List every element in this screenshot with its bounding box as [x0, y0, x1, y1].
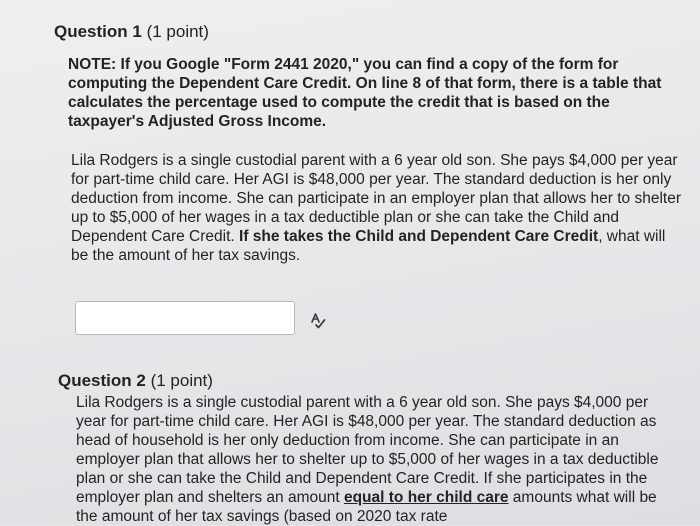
question-1-points: (1 point) — [141, 22, 209, 41]
question-1-note: NOTE: If you Google "Form 2441 2020," you can find a copy of the form for computing the Dependent Care Credit. On line 8 of that form, there is a table that calculates the percentage used to compute the credit that is based on the taxpayer's Adjusted Gross Income. — [68, 56, 662, 130]
question-1-text — [71, 151, 681, 265]
question-2-label: Question 2 — [58, 371, 146, 390]
question-1-label: Question 1 — [54, 22, 142, 41]
question-2-text-underlined: equal to her child care — [343, 489, 509, 506]
question-2-title — [58, 371, 213, 391]
question-1-title — [54, 22, 209, 42]
question-1-answer-input[interactable] — [75, 301, 295, 335]
question-2-points: (1 point) — [145, 371, 213, 390]
question-2-text — [76, 393, 676, 526]
question-2-text-b: amounts what will be the amount of her tax savings (based on 2020 tax rate — [76, 489, 657, 525]
question-1-text-bold: If she takes the Child and Dependent Care Credit — [239, 228, 599, 245]
question-1-text-b: , what will be the amount of her tax savings. — [71, 228, 666, 264]
spell-check-icon[interactable] — [309, 311, 327, 329]
question-1-text-a: Lila Rodgers is a single custodial parent with a 6 year old son. She pays $4,000 per year for part-time child care. Her AGI is $48,000 per year. The standard deduction is her only deduction from income. She can participate in an employer plan that allows her to shelter up to $5,000 of her wages in a tax deductible plan or she can take the Child and Dependent Care Credit. — [71, 152, 682, 245]
question-2-text-a: Lila Rodgers is a single custodial parent with a 6 year old son. She pays $4,000 per year for part-time child care. Her AGI is $48,000 per year. The standard deduction as head of household is her only deduction from income. She can participate in an employer plan that allows her to shelter up to $5,000 of her wages in a tax deductible plan or she can take the Child and Dependent Care Credit. If she participates in the employer plan and shelters an amount — [76, 394, 659, 506]
spell-check-icon-graphic — [309, 311, 327, 329]
